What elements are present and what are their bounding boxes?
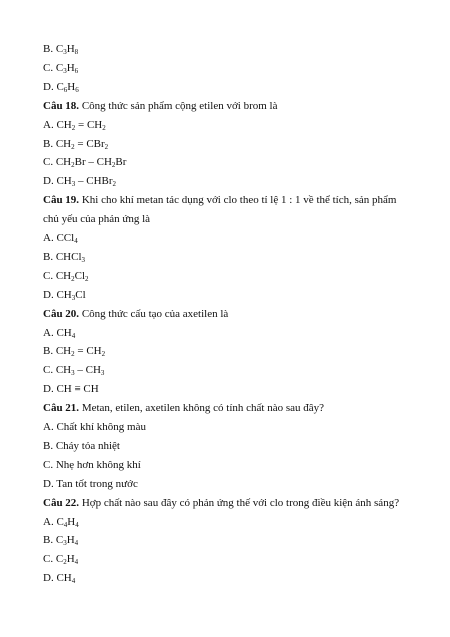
text-segment: Công thức cấu tạo của axetilen là [79,307,229,320]
text-segment: C. C [43,553,64,566]
answer-option [43,288,86,302]
answer-option [43,42,78,56]
answer-option [43,326,75,340]
text-segment: H [66,553,75,566]
subscript: 6 [75,85,79,94]
answer-option [43,137,108,151]
text-segment: Metan, etilen, axetilen không có tính chất nào sau đây? [79,402,325,415]
answer-option [43,61,78,75]
question-text [43,99,278,113]
answer-option [43,420,146,434]
text-segment: H [66,534,75,547]
text-segment: – CHBr [75,175,113,188]
subscript: 4 [74,237,78,245]
subscript: 3 [63,48,67,56]
subscript: 2 [85,274,89,283]
text-segment: C. C [43,61,64,74]
question-number: Câu 19. [43,194,80,207]
subscript: 2 [102,123,106,132]
question-text-continued [43,212,150,226]
text-segment: A. CH [43,326,72,339]
answer-option [43,250,85,264]
text-segment: B. CH [43,137,72,150]
subscript: 4 [74,539,79,548]
text-segment: C. Nhẹ hơn không khí [43,458,141,471]
answer-option [43,363,104,377]
answer-option [43,118,106,132]
subscript: 4 [63,520,68,529]
question-number: Câu 22. [43,496,80,509]
text-segment: D. C [43,80,64,93]
answer-option [43,552,78,566]
question-text [43,496,399,510]
subscript: 2 [63,558,67,567]
subscript: 4 [71,331,76,340]
subscript: 2 [104,142,109,151]
text-segment: H [66,61,75,74]
text-segment: C. CH [43,364,72,377]
subscript: 6 [63,85,68,94]
answer-option [43,439,120,453]
text-segment: = CBr [74,137,105,150]
answer-option [43,458,141,472]
text-segment: D. Tan tốt trong nước [43,477,138,490]
question-text [43,307,228,321]
answer-option [43,231,78,245]
subscript: 4 [74,558,79,567]
question-number: Câu 21. [43,402,80,415]
text-segment: D. CH [43,175,72,188]
question-text [43,401,324,415]
subscript: 3 [81,255,86,264]
answer-option [43,155,126,169]
answer-option [43,344,105,358]
subscript: 3 [63,66,67,75]
answer-option [43,269,89,283]
text-segment: D. CH [43,572,72,585]
text-segment: chủ yếu của phản ứng là [43,213,151,226]
text-segment: = CH [75,118,103,131]
answer-option [43,533,78,547]
text-segment: = CH [74,345,102,358]
text-segment: B. C [43,43,64,55]
text-segment: A. Chất khí không màu [43,421,146,433]
text-segment: C. CH [43,156,72,169]
question-number: Câu 20. [43,307,80,320]
subscript: 2 [71,161,75,170]
subscript: 2 [112,180,117,189]
text-segment: Hợp chất nào sau đây có phản ứng thế với clo trong điều kiện ánh sáng? [79,496,400,509]
answer-option [43,80,79,94]
text-segment: H [67,80,76,93]
subscript: 2 [71,274,75,283]
text-segment: Br [115,156,127,169]
text-segment: H [66,43,75,55]
text-segment: – CH [74,364,101,377]
text-segment: D. CH [43,288,72,301]
subscript: 3 [63,539,67,548]
subscript: 2 [71,350,75,359]
text-segment: Br – CH [74,156,112,169]
subscript: 2 [71,123,76,132]
text-segment: Công thức sản phẩm cộng etilen với brom là [79,99,278,112]
subscript: 6 [74,66,79,75]
answer-option [43,174,116,188]
text-segment: C. CH [43,269,72,282]
question-number: Câu 18. [43,99,80,112]
subscript: 2 [101,350,106,359]
subscript: 3 [71,369,75,378]
text-segment: A. CH [43,118,72,131]
text-segment: Khi cho khí metan tác dụng với clo theo tỉ lệ 1 : 1 về thể tích, sản phẩm [79,194,397,207]
text-segment: B. CHCl [43,250,82,263]
answer-option [43,477,138,491]
text-segment: D. CH ≡ CH [43,383,99,396]
subscript: 8 [74,48,79,56]
text-segment: A. CCl [43,232,75,244]
text-segment: B. Cháy tỏa nhiệt [43,439,120,452]
question-text [43,193,396,207]
answer-option [43,382,99,396]
subscript: 3 [71,180,76,189]
subscript: 2 [71,142,75,151]
text-segment: A. C [43,515,64,528]
subscript: 3 [71,293,76,302]
text-segment: H [67,515,76,528]
text-segment: Cl [75,288,86,301]
text-segment: B. CH [43,345,72,358]
subscript: 4 [71,577,76,586]
answer-option [43,571,75,585]
answer-option [43,515,79,529]
subscript: 4 [75,520,79,529]
subscript: 3 [100,369,105,378]
text-segment: B. C [43,534,64,547]
subscript: 2 [111,161,116,170]
text-segment: Cl [74,269,86,282]
